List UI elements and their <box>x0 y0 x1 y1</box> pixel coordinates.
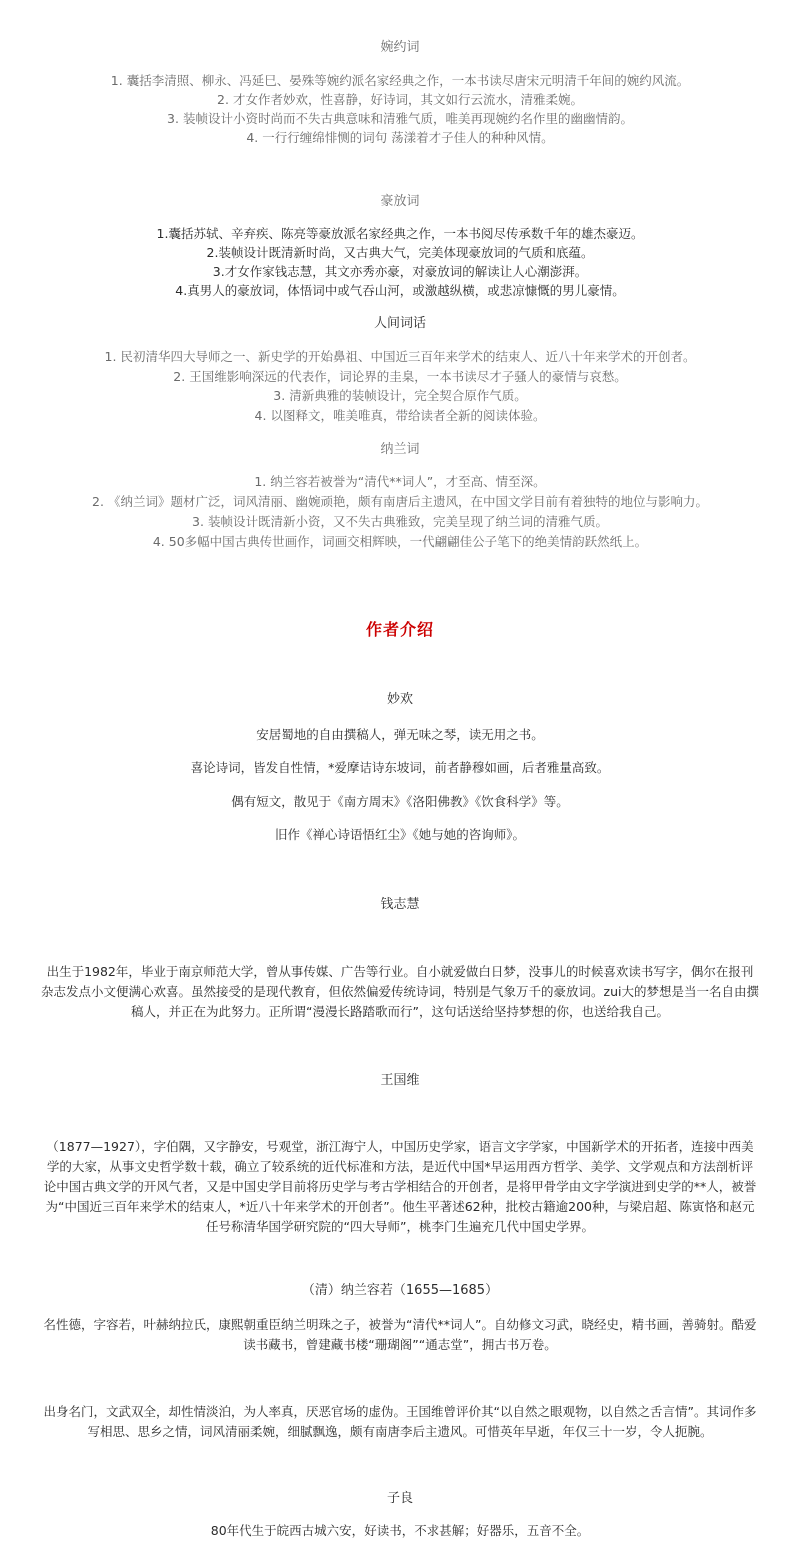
author-bio-line: 安居蜀地的自由撰稿人，弹无味之琴，读无用之书。 <box>256 727 544 742</box>
author-name-ziliang: 子良 <box>386 1491 413 1506</box>
author-bio-line: 名性德，字容若，叶赫纳拉氏，康熙朝重臣纳兰明珠之子，被誉为“清代**词人”。自幼修文习武，晓经史，精书画，善骑射。酷爱 <box>43 1317 757 1332</box>
list-item: 4. 50多幅中国古典传世画作，词画交相辉映，一代翩翩佳公子笔下的绝美情韵跃然纸上。 <box>152 534 648 549</box>
author-bio-line: 喜论诗词，皆发自性情，*爱摩诘诗东坡词，前者静穆如画，后者雅量高致。 <box>190 760 610 775</box>
author-bio-line: （1877—1927），字伯隅，又字静安，号观堂，浙江海宁人，中国历史学家，语言文字学家，中国新学术的开拓者，连接中西美 <box>46 1139 754 1154</box>
section-title-nalan: 纳兰词 <box>380 442 420 457</box>
list-item: 1. 囊括李清照、柳永、冯延巳、晏殊等婉约派名家经典之作，一本书读尽唐宋元明清千年间的婉约风流。 <box>110 73 690 88</box>
list-item: 1.囊括苏轼、辛弃疾、陈亮等豪放派名家经典之作，一本书阅尽传承数千年的雄杰豪迈。 <box>156 226 644 241</box>
author-bio-line: 稿人，并正在为此努力。正所谓“漫漫长路踏歌而行”，这句话送给坚持梦想的你，也送给我自己。 <box>131 1004 669 1019</box>
author-bio-line: 任号称清华国学研究院的“四大导师”，桃李门生遍充几代中国史学界。 <box>206 1219 594 1234</box>
author-bio-line: 出身名门，文武双全，却性情淡泊，为人率真，厌恶官场的虚伪。王国维曾评价其“以自然之眼观物，以自然之舌言情”。其词作多 <box>43 1404 757 1419</box>
list-item: 3. 清新典雅的装帧设计，完全契合原作气质。 <box>273 388 527 403</box>
list-item: 2. 才女作者妙欢，性喜静，好诗词，其文如行云流水，清雅柔婉。 <box>217 92 583 107</box>
author-bio-line: 80年代生于皖西古城六安，好读书，不求甚解；好器乐，五音不全。 <box>210 1523 590 1538</box>
author-bio-line: 旧作《禅心诗语悟红尘》《她与她的咨询师》。 <box>274 827 525 842</box>
list-item: 2. 《纳兰词》题材广泛，词风清丽、幽婉顽艳，颇有南唐后主遗风，在中国文学目前有着独特的地位与影响力。 <box>92 494 708 509</box>
author-bio-line: 偶有短文，散见于《南方周末》《洛阳佛教》《饮食科学》等。 <box>231 794 569 809</box>
author-bio-line: 学的大家，从事文史哲学数十载，确立了较系统的近代标准和方法，是近代中国*早运用西方哲学、美学、文学观点和方法剖析评 <box>46 1159 754 1174</box>
author-name-miaohuan: 妙欢 <box>386 692 413 707</box>
authors-heading: 作者介绍 <box>365 620 434 639</box>
author-bio-line: 杂志发点小文便满心欢喜。虽然接受的是现代教育，但依然偏爱传统诗词，特别是气象万千的豪放词。zui大的梦想是当一名自由撰 <box>41 984 759 999</box>
author-name-nalan: （清）纳兰容若（1655—1685） <box>301 1283 499 1298</box>
section-title-wanyue: 婉约词 <box>380 40 420 55</box>
author-bio-line: 论中国古典文学的开风气者，又是中国史学目前将历史学与考古学相结合的开创者，是将甲骨学由文字学演进到史学的**人，被誉 <box>43 1179 757 1194</box>
author-bio-line: 写相思、思乡之情，词风清丽柔婉，细腻飘逸，颇有南唐李后主遗风。可惜英年早逝，年仅三十一岁，令人扼腕。 <box>87 1424 713 1439</box>
list-item: 3.才女作家钱志慧，其文亦秀亦豪，对豪放词的解读让人心潮澎湃。 <box>212 264 588 279</box>
author-name-qian: 钱志慧 <box>380 897 420 912</box>
author-bio-line: 为“中国近三百年来学术的结束人，*近八十年来学术的开创者”。他生平著述62种，批校古籍逾200种，与梁启超、陈寅恪和赵元 <box>45 1199 755 1214</box>
author-bio-line: 出生于1982年，毕业于南京师范大学，曾从事传媒、广告等行业。自小就爱做白日梦，没事儿的时候喜欢读书写字，偶尔在报刊 <box>46 964 754 979</box>
list-item: 4. 一行行缠绵悱恻的词句 荡漾着才子佳人的种种风情。 <box>246 130 554 145</box>
list-item: 2. 王国维影响深远的代表作，词论界的圭臬，一本书读尽才子骚人的豪情与哀愁。 <box>173 369 627 384</box>
section-title-renjian: 人间词话 <box>373 316 426 331</box>
list-item: 3. 装帧设计小资时尚而不失古典意味和清雅气质，唯美再现婉约名作里的幽幽情韵。 <box>167 111 633 126</box>
section-title-haofang: 豪放词 <box>380 194 420 209</box>
author-name-wang: 王国维 <box>380 1073 420 1088</box>
list-item: 4.真男人的豪放词，体悟词中或气吞山河，或激越纵横，或悲凉慷慨的男儿豪情。 <box>175 283 625 298</box>
list-item: 1. 纳兰容若被誉为“清代**词人”，才至高、情至深。 <box>254 474 546 489</box>
author-bio-line: 读书藏书，曾建藏书楼“珊瑚阁”“通志堂”，拥古书万卷。 <box>243 1337 557 1352</box>
list-item: 3. 装帧设计既清新小资，又不失古典雅致，完美呈现了纳兰词的清雅气质。 <box>192 514 608 529</box>
list-item: 4. 以图释文，唯美唯真，带给读者全新的阅读体验。 <box>254 408 546 423</box>
list-item: 1. 民初清华四大导师之一、新史学的开始鼻祖、中国近三百年来学术的结束人、近八十年来学术的开创者。 <box>104 349 696 364</box>
list-item: 2.装帧设计既清新时尚，又古典大气，完美体现豪放词的气质和底蕴。 <box>206 245 594 260</box>
